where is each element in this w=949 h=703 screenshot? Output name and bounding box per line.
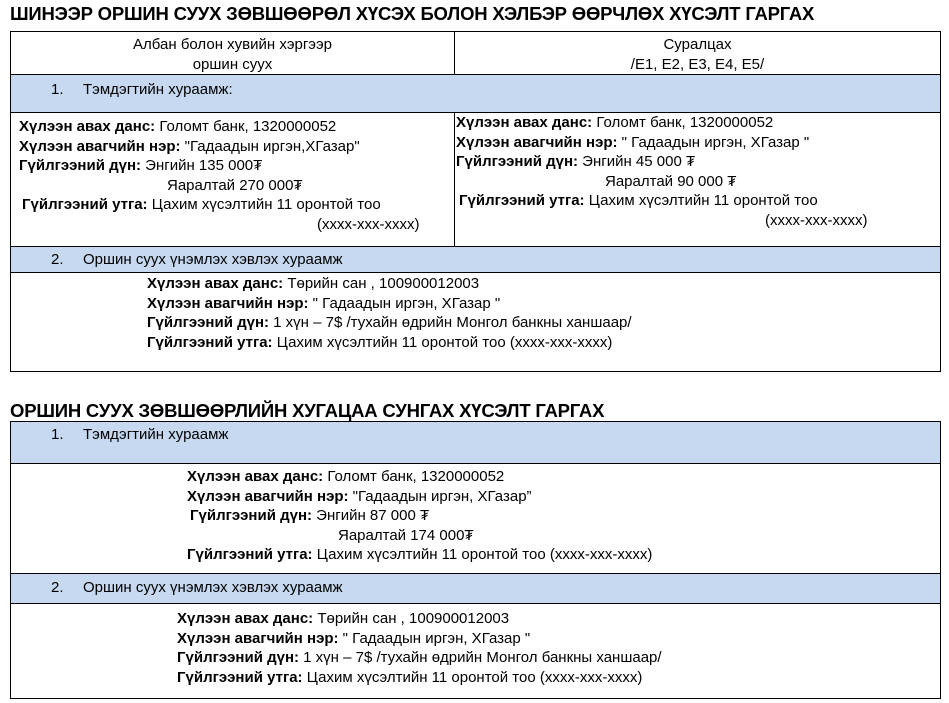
- amount-normal-value: Энгийн 87 000 ₮: [312, 507, 430, 524]
- receiver-key: Хүлээн авагчийн нэр:: [177, 629, 339, 647]
- account-key: Хүлээн авах данс:: [187, 468, 324, 485]
- col-header-left-line1: Албан болон хувийн хэргээр: [133, 36, 332, 53]
- card-fee-details-row: [11, 273, 941, 372]
- section-number: 2.: [51, 579, 64, 596]
- stamp-fee-left-cell: [11, 113, 455, 247]
- purpose-key: Гүйлгээний утга:: [22, 196, 148, 213]
- ext-section-stamp-fee-row: [11, 422, 941, 464]
- col-header-right-line1: Суралцах: [663, 36, 732, 53]
- receiver-key: Хүлээн авагчийн нэр:: [19, 137, 181, 155]
- col-header-right-line2: /E1, E2, E3, E4, E5/: [630, 55, 765, 73]
- purpose-value: Цахим хүсэлтийн 11 оронтой тоо (xxxx-xxx-xxxx): [302, 668, 643, 686]
- ext-section-card-fee: [11, 574, 941, 604]
- section-label: Тэмдэгтийн хураамж:: [83, 81, 233, 98]
- purpose-value: Цахим хүсэлтийн 11 оронтой тоо: [147, 196, 381, 213]
- account-value: Голомт банк, 1320000052: [592, 114, 774, 131]
- account-value: Голомт банк, 1320000052: [155, 118, 337, 135]
- purpose-format: (xxxx-xxx-xxxx): [317, 215, 420, 233]
- stamp-fee-details-row: [11, 113, 941, 247]
- purpose-value: Цахим хүсэлтийн 11 оронтой тоо (xxxx-xxx-xxxx): [272, 333, 613, 351]
- purpose-format: (xxxx-xxx-xxxx): [765, 211, 868, 229]
- section-number: 1.: [51, 426, 64, 443]
- ext-section-stamp-fee: [11, 422, 941, 464]
- ext-card-fee-cell: [11, 604, 941, 699]
- receiver-value: " Гадаадын иргэн, ХГазар ": [338, 629, 531, 647]
- purpose-key: Гүйлгээний утга:: [459, 192, 585, 209]
- receiver-key: Хүлээн авагчийн нэр:: [147, 294, 309, 312]
- amount-key: Гүйлгээний дүн:: [19, 157, 141, 174]
- section-stamp-fee-row: [11, 75, 941, 113]
- amount-key: Гүйлгээний дүн:: [456, 153, 578, 170]
- header-row: [11, 32, 941, 75]
- purpose-key: Гүйлгээний утга:: [187, 546, 313, 563]
- amount-urgent-value: Яаралтай 174 000₮: [338, 526, 474, 544]
- account-value: Голомт банк, 1320000052: [323, 468, 505, 485]
- col-header-left-line2: оршин суух: [192, 55, 273, 73]
- amount-normal-value: Энгийн 45 000 ₮: [578, 153, 696, 170]
- purpose-key: Гүйлгээний утга:: [177, 668, 303, 686]
- receiver-value: "Гадаадын иргэн, ХГазар”: [348, 487, 532, 505]
- amount-key: Гүйлгээний дүн:: [177, 649, 299, 666]
- receiver-value: " Гадаадын иргэн, ХГазар ": [308, 294, 501, 312]
- section-number: 1.: [51, 81, 64, 98]
- ext-stamp-fee-cell: [11, 464, 941, 574]
- col-header-study: [455, 32, 941, 75]
- section-label: Оршин суух үнэмлэх хэвлэх хураамж: [83, 251, 343, 268]
- receiver-value: "Гадаадын иргэн,ХГазар": [180, 137, 360, 155]
- ext-stamp-fee-details-row: [11, 464, 941, 574]
- receiver-key: Хүлээн авагчийн нэр:: [187, 487, 349, 505]
- amount-urgent-value: Яаралтай 270 000₮: [167, 176, 303, 194]
- stamp-fee-right-cell: [455, 113, 941, 247]
- amount-urgent-value: Яаралтай 90 000 ₮: [605, 172, 737, 190]
- account-key: Хүлээн авах данс:: [456, 114, 593, 131]
- purpose-key: Гүйлгээний утга:: [147, 333, 273, 351]
- section-number: 2.: [51, 251, 64, 268]
- page-title-new-residence: ШИНЭЭР ОРШИН СУУХ ЗӨВШӨӨРӨЛ ХҮСЭХ БОЛОН ХЭЛБЭР ӨӨРЧЛӨХ ХҮСЭЛТ ГАРГАХ: [10, 3, 815, 24]
- card-fee-cell: [11, 273, 941, 372]
- section-stamp-fee: [11, 75, 941, 113]
- amount-key: Гүйлгээний дүн:: [147, 314, 269, 331]
- account-value: Төрийн сан , 100900012003: [283, 275, 480, 292]
- account-key: Хүлээн авах данс:: [147, 275, 284, 292]
- col-header-official-private: [11, 32, 455, 75]
- amount-value: 1 хүн – 7$ /тухайн өдрийн Монгол банкны ханшаар/: [299, 649, 662, 666]
- ext-section-card-fee-row: [11, 574, 941, 604]
- section-label: Оршин суух үнэмлэх хэвлэх хураамж: [83, 579, 343, 596]
- purpose-value: Цахим хүсэлтийн 11 оронтой тоо: [584, 192, 818, 209]
- page-title-extension: ОРШИН СУУХ ЗӨВШӨӨРЛИЙН ХУГАЦАА СУНГАХ ХҮСЭЛТ ГАРГАХ: [10, 400, 605, 421]
- amount-normal-value: Энгийн 135 000₮: [141, 157, 263, 174]
- ext-card-fee-details-row: [11, 604, 941, 699]
- account-value: Төрийн сан , 100900012003: [313, 610, 510, 627]
- account-key: Хүлээн авах данс:: [177, 610, 314, 627]
- purpose-value: Цахим хүсэлтийн 11 оронтой тоо (xxxx-xxx-xxxx): [312, 546, 653, 563]
- extension-fee-table: [10, 421, 941, 699]
- amount-key: Гүйлгээний дүн:: [190, 507, 312, 524]
- receiver-value: " Гадаадын иргэн, ХГазар ": [617, 133, 810, 151]
- section-label: Тэмдэгтийн хураамж: [83, 426, 229, 443]
- amount-value: 1 хүн – 7$ /тухайн өдрийн Монгол банкны ханшаар/: [269, 314, 632, 331]
- receiver-key: Хүлээн авагчийн нэр:: [456, 133, 618, 151]
- new-residence-fee-table: [10, 31, 941, 372]
- section-card-fee: [11, 247, 941, 273]
- section-card-fee-row: [11, 247, 941, 273]
- account-key: Хүлээн авах данс:: [19, 118, 156, 135]
